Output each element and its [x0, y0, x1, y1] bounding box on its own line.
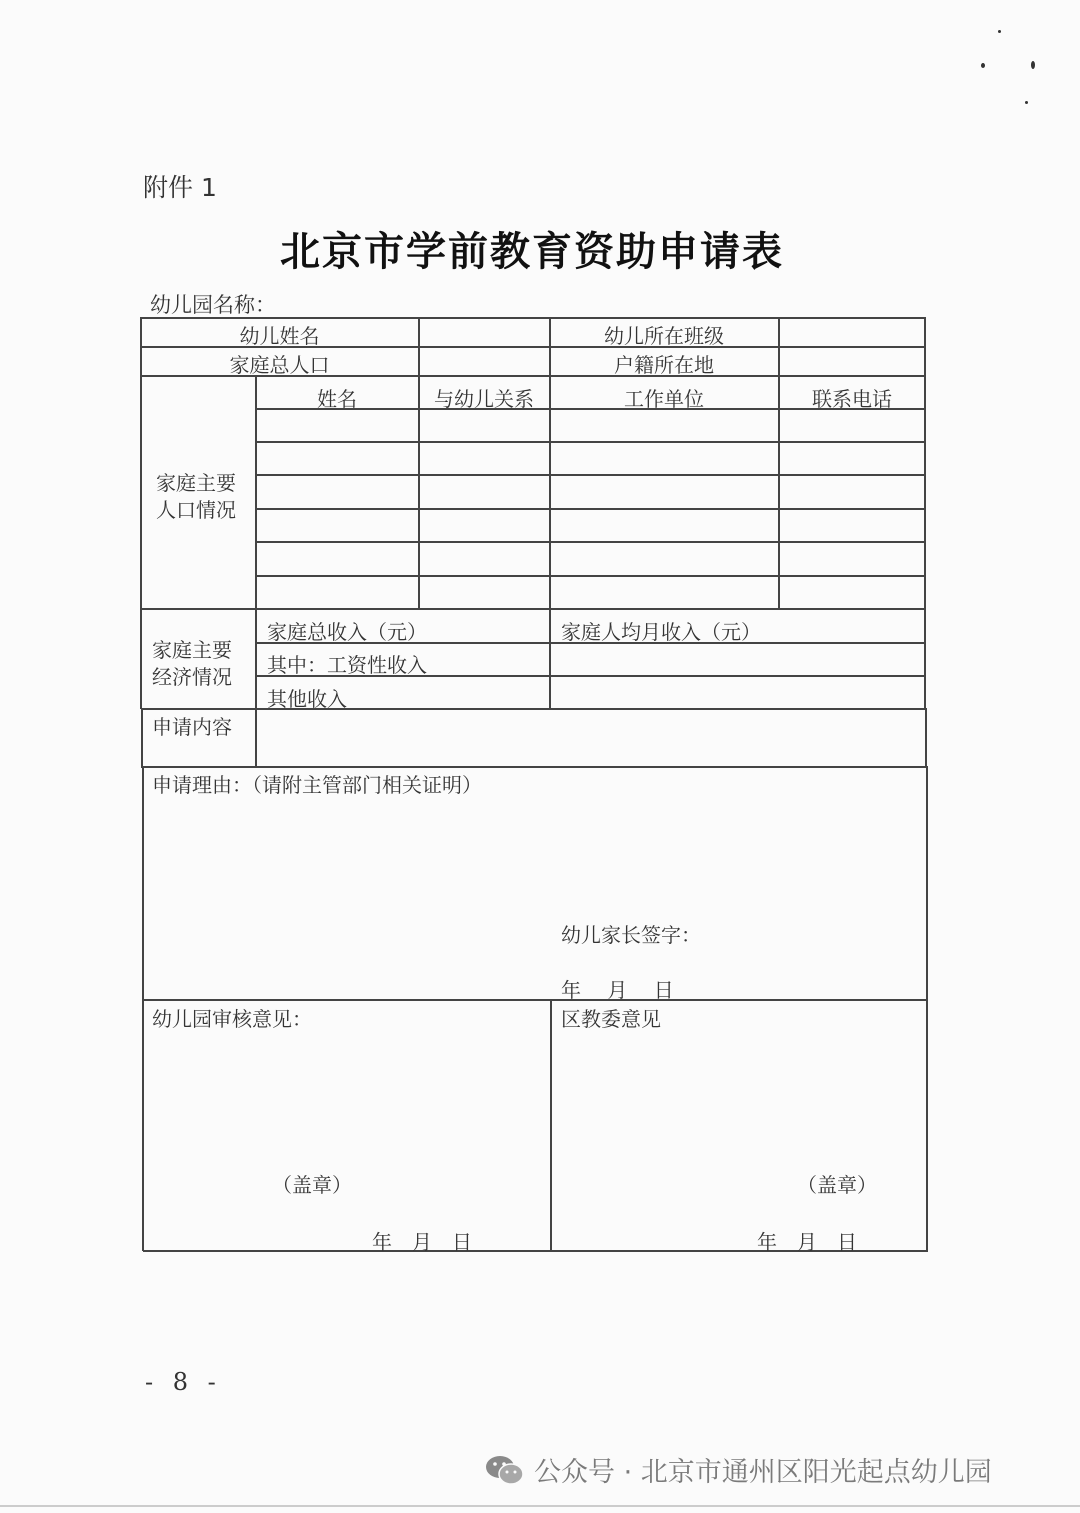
application-content-label: 申请内容 [152, 715, 232, 739]
wage-income-label: 其中：工资性收入 [267, 653, 427, 677]
child-class-field[interactable] [780, 319, 923, 345]
monthly-per-capita-label: 家庭人均月收入（元） [561, 620, 761, 644]
page-number: - 8 - [145, 1368, 222, 1396]
district-review-date: 年 月 日 [757, 1230, 857, 1254]
reason-label: 申请理由：（请附主管部门相关证明） [152, 773, 482, 797]
kindergarten-seal-label: （盖章） [272, 1173, 352, 1197]
economy-section-label-line1: 家庭主要 [152, 638, 232, 662]
parent-signature-label: 幼儿家长签字： [561, 923, 701, 947]
other-income-label: 其他收入 [267, 687, 347, 711]
page-title: 北京市学前教育资助申请表 [280, 228, 784, 275]
child-name-label: 幼儿姓名 [239, 324, 320, 348]
scan-edge [0, 1505, 1080, 1507]
economy-section-label-line2: 经济情况 [152, 665, 232, 689]
members-section-label-line1: 家庭主要 [156, 471, 236, 495]
members-section-label-line2: 人口情况 [156, 498, 236, 522]
district-seal-label: （盖章） [797, 1173, 877, 1197]
kindergarten-review-label: 幼儿园审核意见： [152, 1007, 312, 1031]
members-header-relation: 与幼儿关系 [434, 387, 534, 411]
wechat-icon [484, 1453, 526, 1487]
total-income-label: 家庭总收入（元） [267, 620, 427, 644]
watermark-text: 公众号 · 北京市通州区阳光起点幼儿园 [534, 1457, 992, 1488]
family-size-label: 家庭总人口 [229, 353, 330, 377]
members-header-workplace: 工作单位 [624, 387, 704, 411]
kindergarten-review-date: 年 月 日 [372, 1230, 472, 1254]
application-content-field[interactable] [258, 710, 922, 764]
parent-signature-date: 年 月 日 [561, 978, 674, 1002]
district-review-label: 区教委意见 [561, 1007, 661, 1031]
hukou-field[interactable] [780, 348, 923, 374]
watermark [484, 1450, 992, 1489]
members-header-name: 姓名 [317, 387, 357, 411]
members-header-phone: 联系电话 [812, 387, 892, 411]
family-size-field[interactable] [420, 348, 548, 374]
child-name-field[interactable] [420, 319, 548, 345]
attachment-label: 附件 1 [143, 173, 217, 202]
members-entry-rows[interactable] [257, 410, 923, 607]
child-class-label: 幼儿所在班级 [604, 324, 724, 348]
hukou-label: 户籍所在地 [614, 353, 714, 377]
kindergarten-name-label: 幼儿园名称： [150, 293, 276, 317]
